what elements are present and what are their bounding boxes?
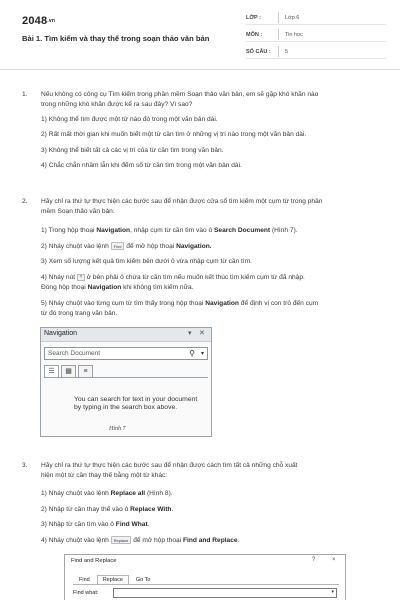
step-text: 4) Nháy nút (41, 274, 76, 281)
step-text: để mở hộp thoại (133, 537, 183, 544)
find-replace-dialog-figure (64, 554, 346, 600)
figure-caption: Hình 7 (109, 426, 126, 432)
answer-option: 2) Rất mất thời gian khi muốn biết một từ cần tìm ở những vị trí nào trong một văn bản dài. (41, 131, 307, 138)
lesson-meta (246, 11, 386, 62)
meta-divider (278, 46, 279, 57)
navigation-pane-figure (40, 327, 212, 437)
step-3 (41, 520, 371, 530)
chevron-down-icon[interactable]: ▾ (200, 351, 204, 357)
tab-replace[interactable]: Replace (97, 575, 129, 585)
dropdown-arrow-icon[interactable]: ▾ (188, 330, 192, 337)
question-line: Hãy chỉ ra thứ tự thực hiện các bước sau để nhận được cách tìm tất cả những chỗ xuất (41, 462, 298, 469)
chevron-down-icon[interactable]: ▾ (331, 589, 334, 595)
step-text: 2) Nháy chuột vào lệnh (41, 243, 109, 250)
step-text: ở bên phải ô chứa từ cần tìm nếu muốn kết thúc tìm kiếm cụm từ đã nhập. (86, 274, 305, 281)
step-keyword: Replace With (130, 506, 172, 513)
headings-tab-icon[interactable]: ☰ (44, 365, 59, 378)
tab-find[interactable]: Find (79, 577, 90, 583)
step-text: 2) Nhập từ cần thay thế vào ô (41, 506, 131, 513)
search-icon[interactable]: ⚲ (189, 349, 195, 358)
step-keyword: Find and Replace (182, 537, 238, 544)
question-number: 1. (22, 91, 28, 98)
step-text: . (147, 521, 150, 528)
question-text (41, 197, 364, 217)
question-line: mềm Soạn thảo văn bản: (41, 208, 115, 215)
close-icon: × (77, 274, 85, 281)
answer-option: 3) Không thể biết tất cả các vị trí của từ cần tìm trong văn bản. (41, 147, 224, 154)
question-line: Nếu không có công cụ Tìm kiếm trong phần mềm Soạn thảo văn bản, em sẽ gặp khó khăn nào (41, 91, 319, 98)
divider (44, 377, 208, 378)
question-text (41, 90, 364, 110)
find-what-label: Find what: (73, 590, 99, 596)
search-document-input[interactable] (44, 347, 208, 360)
dialog-titlebar (65, 555, 345, 568)
step-4-cont (41, 283, 371, 293)
replace-command-icon: Replace (111, 536, 132, 544)
question-number: 2. (22, 198, 28, 205)
meta-divider (278, 12, 279, 23)
pages-tab-icon[interactable]: ▦ (61, 365, 76, 378)
step-2 (41, 505, 371, 515)
step-text: , nhập cụm từ cần tìm vào ô (130, 227, 215, 234)
logo-tld: .vn (47, 18, 56, 25)
step-text: . (237, 537, 240, 544)
meta-value: Tin học (285, 31, 303, 38)
step-keyword: Search Document (214, 227, 271, 234)
question-line: hiện một từ cần thay thế bằng một từ khác: (41, 472, 168, 479)
step-5 (41, 299, 371, 309)
step-4 (41, 536, 371, 546)
page-header (0, 0, 400, 70)
find-command-icon: Find (111, 242, 125, 250)
meta-label: LỚP : (246, 14, 261, 21)
step-text: 3) Nhập từ cần tìm vào ô (41, 521, 116, 528)
step-text: khi không tìm kiếm nữa. (121, 284, 194, 291)
step-text: để định vị con trỏ đến cụm (238, 300, 319, 307)
step-text: 1) Trong hộp thoại (41, 227, 97, 234)
step-1 (41, 489, 371, 499)
dialog-title: Find and Replace (71, 558, 117, 564)
nav-title: Navigation (44, 330, 78, 337)
step-5-cont: từ đó trong trang văn bản. (41, 310, 118, 317)
step-keyword: Navigation (87, 284, 122, 291)
step-keyword: Navigation (96, 227, 131, 234)
step-4 (41, 273, 371, 283)
step-text: để mở hộp thoại (126, 243, 177, 250)
step-keyword: Navigation (205, 300, 239, 307)
step-text: 4) Nháy chuột vào lệnh (41, 537, 109, 544)
step-text: (Hình 8). (145, 490, 173, 497)
tab-go-to[interactable]: Go To (135, 577, 151, 583)
meta-divider (278, 29, 279, 40)
nav-titlebar (41, 328, 211, 342)
step-keyword: Navigation. (176, 243, 212, 250)
answer-option: 1) Không thể tìm được một từ nào đó trong một văn bản dài. (41, 116, 218, 123)
site-logo[interactable] (22, 15, 55, 27)
step-3: 3) Xem số lượng kết quả tìm kiếm bên dưới ô vừa nhập cụm từ cần tìm. (41, 258, 253, 265)
meta-row-subject (246, 28, 386, 42)
step-text: 5) Nháy chuột vào từng cụm từ tìm thấy trong hộp thoại (41, 300, 206, 307)
step-keyword: Find What (115, 521, 148, 528)
step-text: Đóng hộp thoại (41, 284, 88, 291)
question-text (41, 461, 364, 481)
step-text: (Hình 7). (270, 227, 298, 234)
find-what-input[interactable] (113, 588, 337, 598)
help-icon[interactable]: ? (312, 557, 316, 563)
divider (73, 584, 339, 585)
meta-row-count (246, 45, 386, 59)
results-tab-icon[interactable]: ≡ (78, 365, 93, 378)
meta-row-class (246, 11, 386, 25)
question-line: trong những khó khăn được kể ra sau đây? Vì sao? (41, 101, 193, 108)
step-keyword: Replace all (110, 490, 146, 497)
meta-value: Lớp 6 (285, 14, 300, 21)
question-number: 3. (22, 462, 28, 469)
step-text: 1) Nháy chuột vào lệnh (41, 490, 111, 497)
close-icon[interactable]: ✕ (199, 330, 205, 337)
search-placeholder: Search Document (48, 350, 101, 357)
step-text: . (171, 506, 174, 513)
step-2 (41, 242, 371, 252)
meta-label: MÔN : (246, 31, 263, 38)
meta-label: SỐ CÂU : (246, 48, 271, 55)
meta-value: 5 (285, 48, 289, 55)
logo-text: 2048 (22, 15, 48, 27)
step-1 (41, 226, 371, 236)
lesson-title: Bài 1. Tìm kiếm và thay thế trong soạn thảo văn bản (22, 34, 210, 43)
answer-option: 4) Chắc chắn nhầm lẫn khi đếm số từ cần tìm trong một văn bản dài. (41, 162, 242, 169)
close-icon[interactable]: × (332, 557, 336, 563)
question-line: Hãy chỉ ra thứ tự thực hiện các bước sau để nhận được cửa sổ tìm kiếm một cụm từ trong phần (41, 198, 323, 205)
nav-help-text: You can search for text in your document by typing in the search box above. (74, 396, 198, 411)
